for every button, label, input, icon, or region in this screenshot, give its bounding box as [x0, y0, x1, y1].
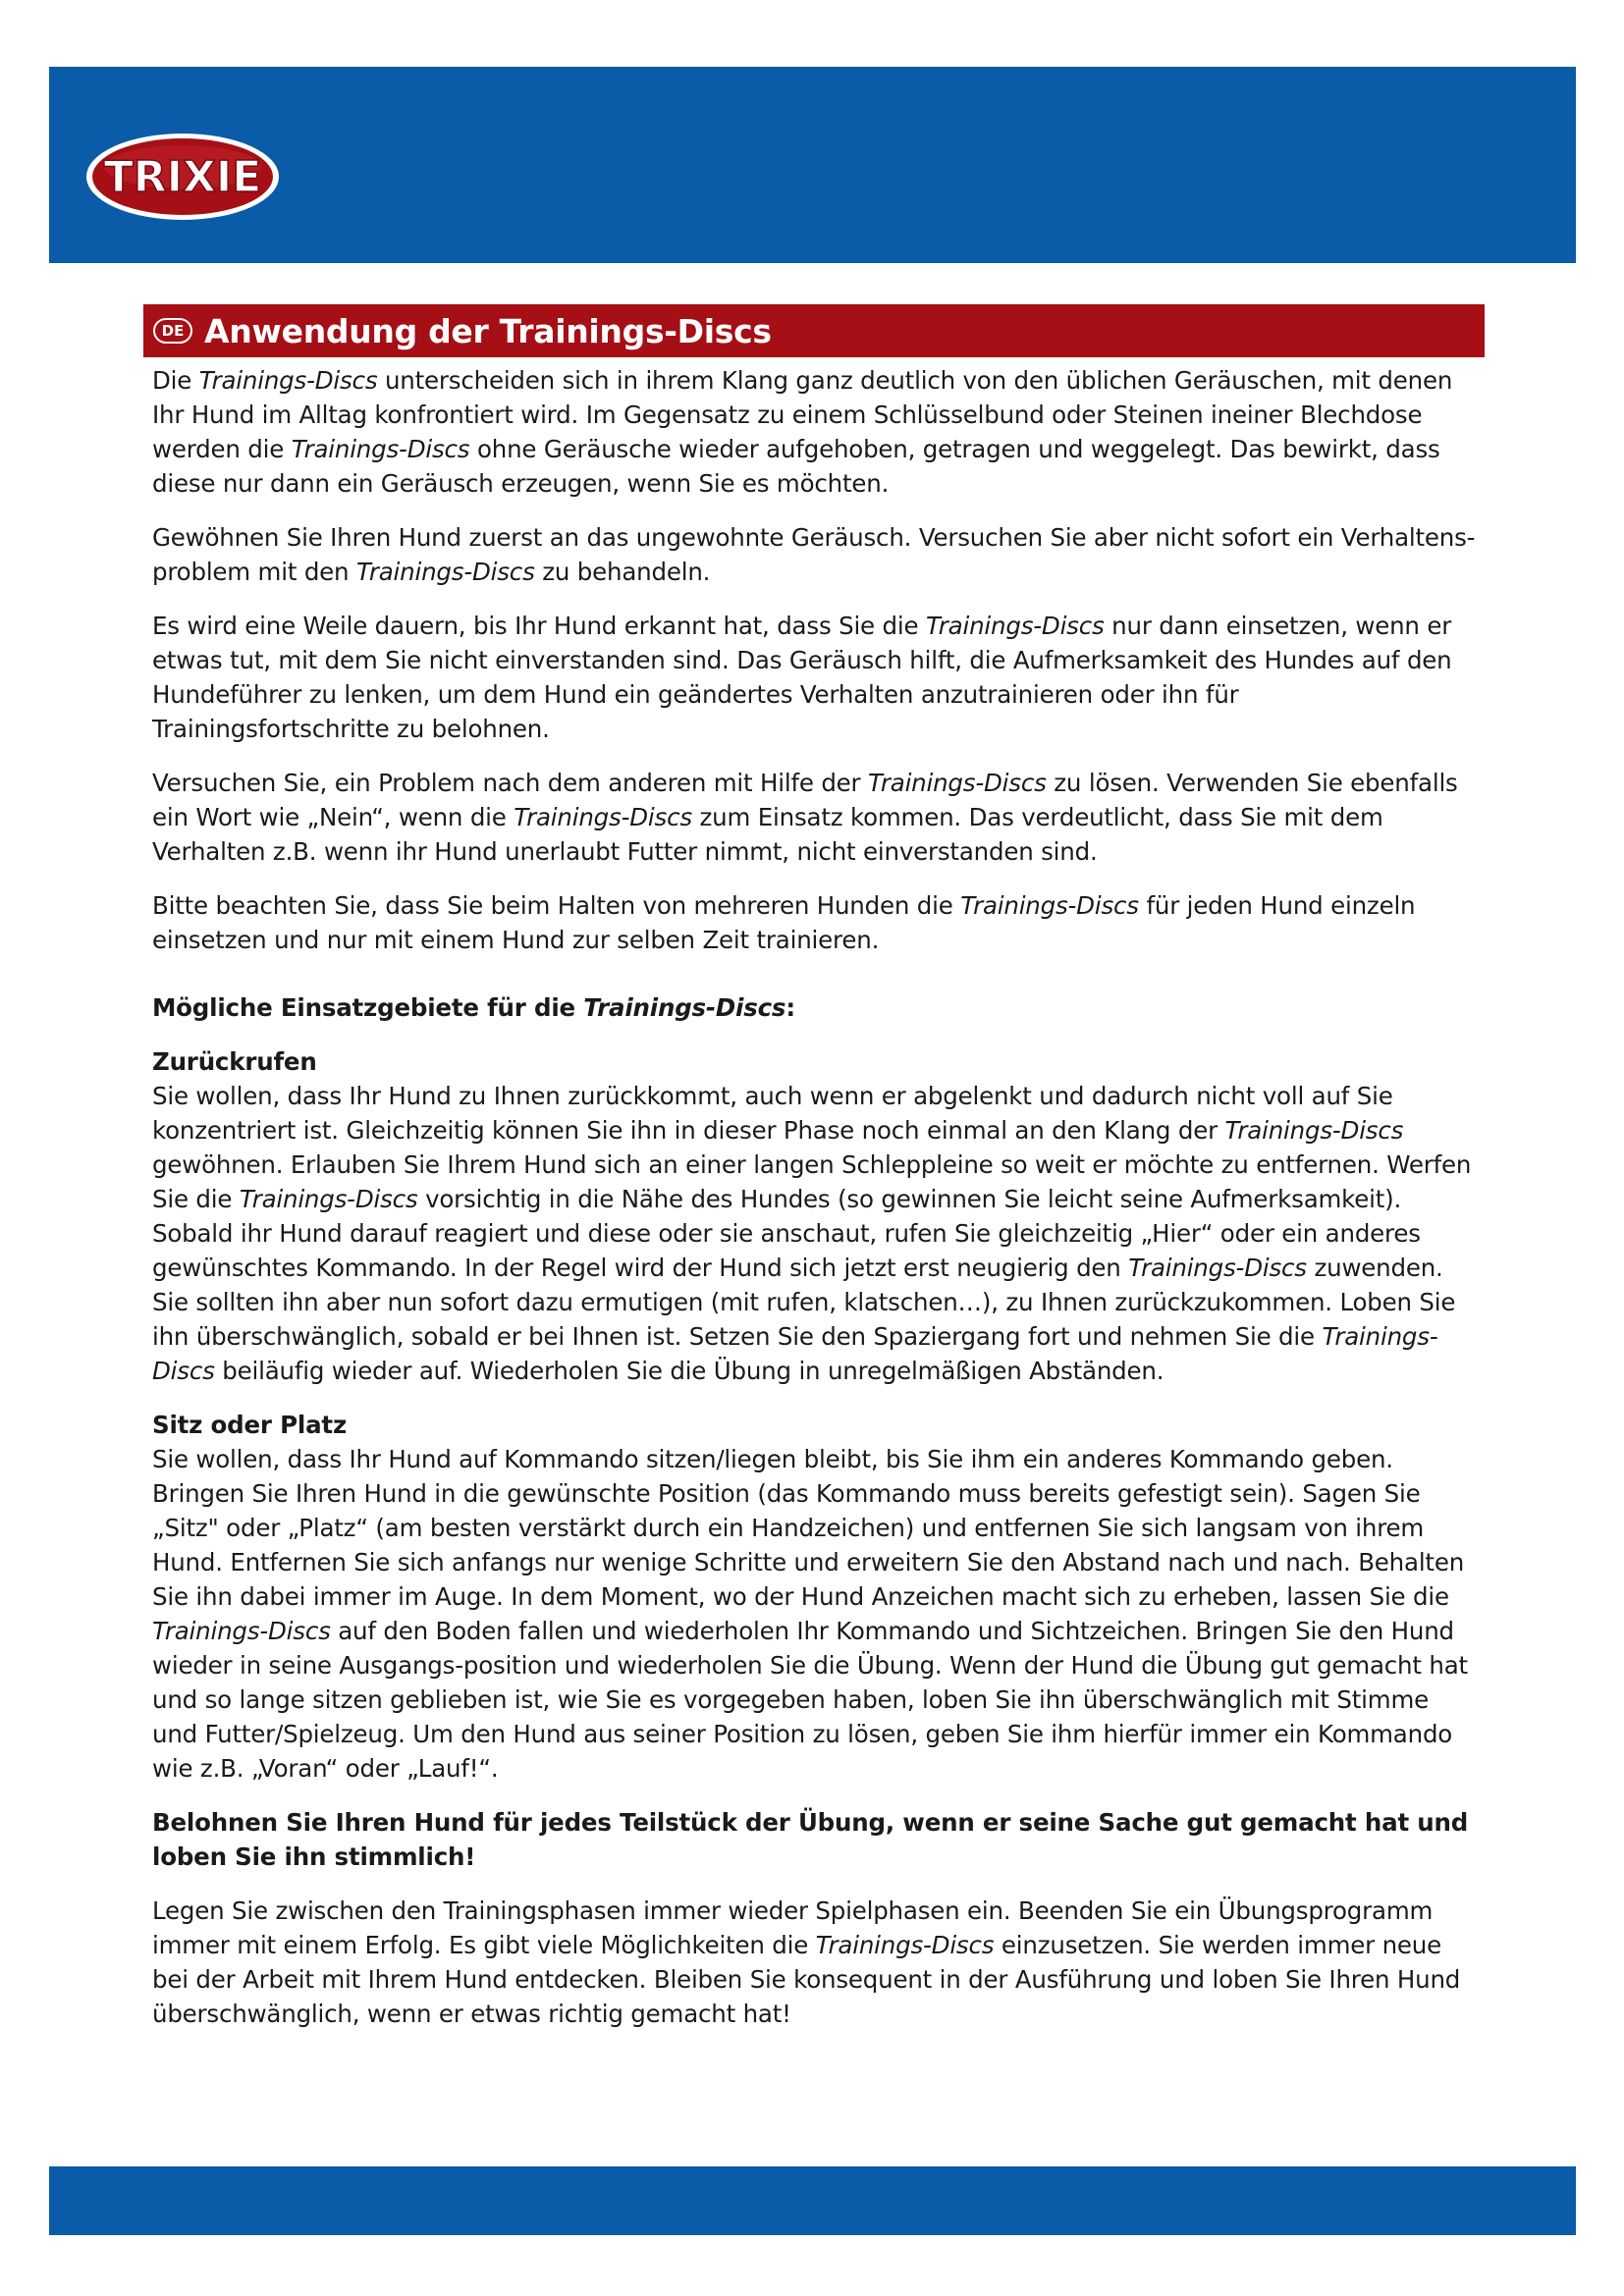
paragraph-sit: Sie wollen, dass Ihr Hund auf Kommando sitzen/liegen bleibt, bis Sie ihm ein anderes Kommando geben. Bringen Sie Ihren Hund in die gewünschte Position (das Kommando muss bereits gefestigt sein). Sagen Sie „Sitz" oder „Platz“ (am besten verstärkt durch ein Handzeichen) und entfernen Sie sich langsam von ihrem Hund. Entfernen Sie sich anfangs nur wenige Schritte und erweitern Sie den Abstand nach und nach. Behalten Sie ihn dabei immer im Auge. In dem Moment, wo der Hund Anzeichen macht sich zu erheben, lassen Sie die Trainings-Discs auf den Boden fallen und wiederholen Ihr Kommando und Sichtzeichen. Bringen Sie den Hund wieder in seine Ausgangs-position und wiederholen Sie die Übung. Wenn der Hund die Übung gut gemacht hat und so lange sitzen geblieben ist, wie Sie es vorgegeben haben, loben Sie ihn überschwänglich mit Stimme und Futter/Spielzeug. Um den Hund aus seiner Position zu lösen, geben Sie ihm hierfür immer ein Kommando wie z.B. „Voran“ oder „Lauf!“.: [152, 1445, 1468, 1783]
uses-heading: Mögliche Einsatzgebiete für die Trainings-Discs:: [152, 993, 795, 1022]
paragraph-reward: Belohnen Sie Ihren Hund für jedes Teilstück der Übung, wenn er seine Sache gut gemacht hat und loben Sie ihn stimmlich!: [152, 1808, 1469, 1871]
paragraph-intro: Die Trainings-Discs unterscheiden sich in ihrem Klang ganz deutlich von den üblichen Geräuschen, mit denen Ihr Hund im Alltag konfrontiert wird. Im Gegensatz zu einem Schlüsselbund oder Steinen ineiner Blechdose werden die Trainings-Discs ohne Geräusche wieder aufgehoben, getragen und weggelegt. Das bewirkt, dass diese nur dann ein Geräusch erzeugen, wenn Sie es möchten.: [152, 366, 1453, 498]
paragraph-recall: Sie wollen, dass Ihr Hund zu Ihnen zurückkommt, auch wenn er abgelenkt und dadurch nicht voll auf Sie konzentriert ist. Gleichzeitig können Sie ihn in dieser Phase noch einmal an den Klang der Trainings-Discs gewöhnen. Erlauben Sie Ihrem Hund sich an einer langen Schleppleine so weit er möchte zu entfernen. Werfen Sie die Trainings-Discs vorsichtig in die Nähe des Hundes (so gewinnen Sie leicht seine Aufmerksamkeit). Sobald ihr Hund darauf reagiert und diese oder sie anschaut, rufen Sie gleichzeitig „Hier“ oder ein anderes gewünschtes Kommando. In der Regel wird der Hund sich jetzt erst neugierig den Trainings-Discs zuwenden. Sie sollten ihn aber nun sofort dazu ermutigen (mit rufen, klatschen…), zu Ihnen zurückzukommen. Loben Sie ihn überschwänglich, sobald er bei Ihnen ist. Setzen Sie den Spaziergang fort und nehmen Sie die Trainings-Discs beiläufig wieder auf. Wiederholen Sie die Übung in unregelmäßigen Abständen.: [152, 1082, 1472, 1385]
trixie-logo: [84, 128, 281, 222]
title-bar: [143, 304, 1485, 357]
paragraph-one-problem: Versuchen Sie, ein Problem nach dem anderen mit Hilfe der Trainings-Discs zu lösen. Verwenden Sie ebenfalls ein Wort wie „Nein“, wenn die Trainings-Discs zum Einsatz kommen. Das verdeutlicht, dass Sie mit dem Verhalten z.B. wenn ihr Hund unerlaubt Futter nimmt, nicht einverstanden sind.: [152, 769, 1458, 866]
section-heading-sit: Sitz oder Platz: [152, 1411, 348, 1439]
document-body: [152, 363, 1478, 2051]
section-heading-recall: Zurückrufen: [152, 1047, 317, 1076]
paragraph-closing: Legen Sie zwischen den Trainingsphasen immer wieder Spielphasen ein. Beenden Sie ein Übungsprogramm immer mit einem Erfolg. Es gibt viele Möglichkeiten die Trainings-Discs einzusetzen. Sie werden immer neue bei der Arbeit mit Ihrem Hund entdecken. Bleiben Sie konsequent in der Ausführung und loben Sie Ihren Hund überschwänglich, wenn er etwas richtig gemacht hat!: [152, 1896, 1461, 2028]
language-badge: DE: [153, 318, 192, 344]
logo-text: TRIXIE: [103, 152, 262, 202]
paragraph-recognition: Es wird eine Weile dauern, bis Ihr Hund erkannt hat, dass Sie die Trainings-Discs nur dann einsetzen, wenn er etwas tut, mit dem Sie nicht einverstanden sind. Das Geräusch hilft, die Aufmerksamkeit des Hundes auf den Hundeführer zu lenken, um dem Hund ein geändertes Verhalten anzutrainieren oder ihn für Trainingsfortschritte zu belohnen.: [152, 612, 1452, 743]
paragraph-multiple-dogs: Bitte beachten Sie, dass Sie beim Halten von mehreren Hunden die Trainings-Discs für jeden Hund einzeln einsetzen und nur mit einem Hund zur selben Zeit trainieren.: [152, 891, 1416, 954]
paragraph-habituation: Gewöhnen Sie Ihren Hund zuerst an das ungewohnte Geräusch. Versuchen Sie aber nicht sofort ein Verhaltens-problem mit den Trainings-Discs zu behandeln.: [152, 523, 1476, 586]
page-title: Anwendung der Trainings-Discs: [204, 311, 772, 350]
footer-band: [49, 2166, 1576, 2235]
